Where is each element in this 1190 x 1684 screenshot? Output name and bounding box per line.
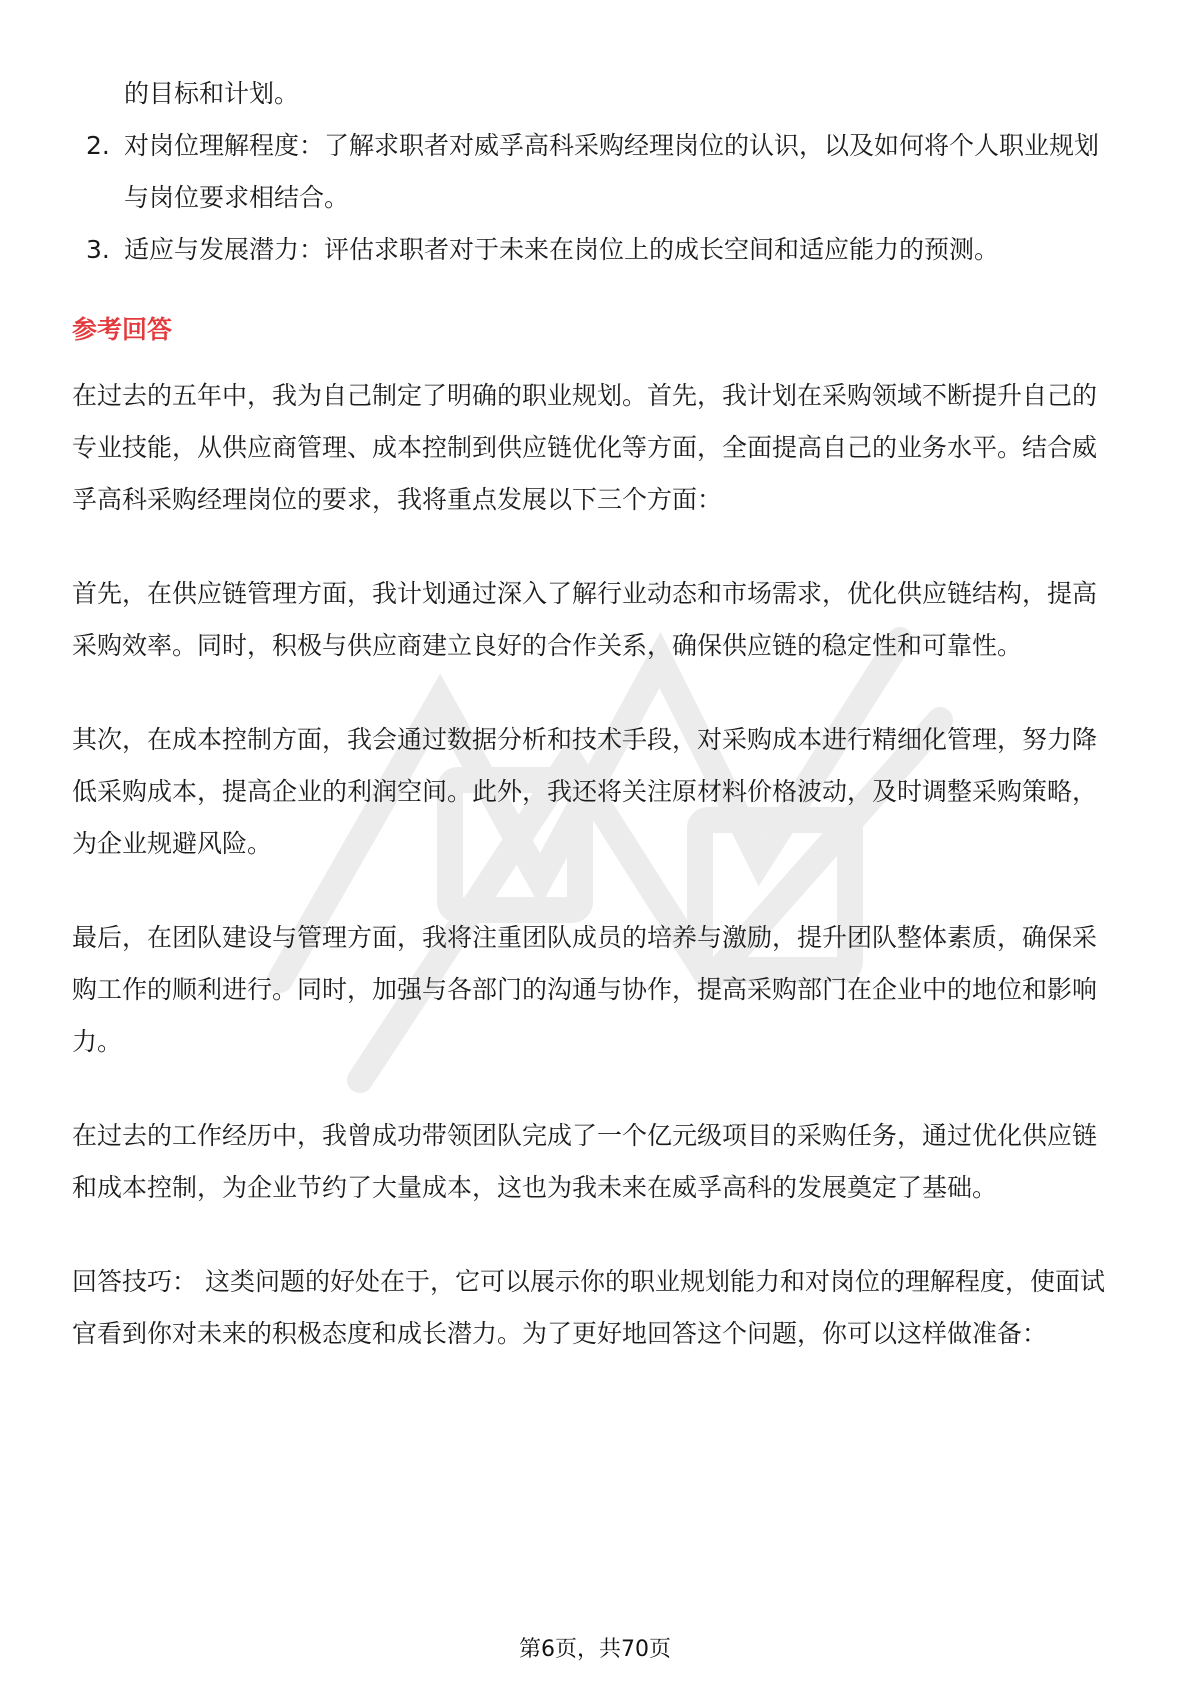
answer-paragraph: 其次，在成本控制方面，我会通过数据分析和技术手段，对采购成本进行精细化管理，努力降低采购成本，提高企业的利润空间。此外，我还将关注原材料价格波动，及时调整采购策略，为企业规避风险。 [72,725,1098,858]
answer-paragraph: 在过去的工作经历中，我曾成功带领团队完成了一个亿元级项目的采购任务，通过优化供应链和成本控制，为企业节约了大量成本，这也为我未来在威孚高科的发展奠定了基础。 [72,1121,1098,1202]
answer-paragraph: 最后，在团队建设与管理方面，我将注重团队成员的培养与激励，提升团队整体素质，确保采购工作的顺利进行。同时，加强与各部门的沟通与协作，提高采购部门在企业中的地位和影响力。 [72,923,1098,1056]
list-item [72,120,1118,224]
list-item-continuation: 的目标和计划。 [124,79,300,108]
section-title: 参考回答 [72,315,173,344]
document-body [72,68,1118,1360]
list-item-number: 3. [86,235,110,264]
list-item [72,224,1118,276]
tips-paragraph: 回答技巧： 这类问题的好处在于，它可以展示你的职业规划能力和对岗位的理解程度，使面试官看到你对未来的积极态度和成长潜力。为了更好地回答这个问题，你可以这样做准备： [72,1267,1105,1348]
list-item-text: 对岗位理解程度：了解求职者对威孚高科采购经理岗位的认识，以及如何将个人职业规划与岗位要求相结合。 [124,131,1100,212]
list-item-number: 2. [86,131,110,160]
answer-paragraph: 首先，在供应链管理方面，我计划通过深入了解行业动态和市场需求，优化供应链结构，提高采购效率。同时，积极与供应商建立良好的合作关系，确保供应链的稳定性和可靠性。 [72,579,1098,660]
answer-paragraph: 在过去的五年中，我为自己制定了明确的职业规划。首先，我计划在采购领域不断提升自己的专业技能，从供应商管理、成本控制到供应链优化等方面，全面提高自己的业务水平。结合威孚高科采购经理岗位的要求，我将重点发展以下三个方面： [72,381,1098,514]
page-number-footer: 第6页，共70页 [519,1637,671,1662]
evaluation-points-list [72,120,1118,276]
list-item-text: 适应与发展潜力：评估求职者对于未来在岗位上的成长空间和适应能力的预测。 [124,235,1000,264]
